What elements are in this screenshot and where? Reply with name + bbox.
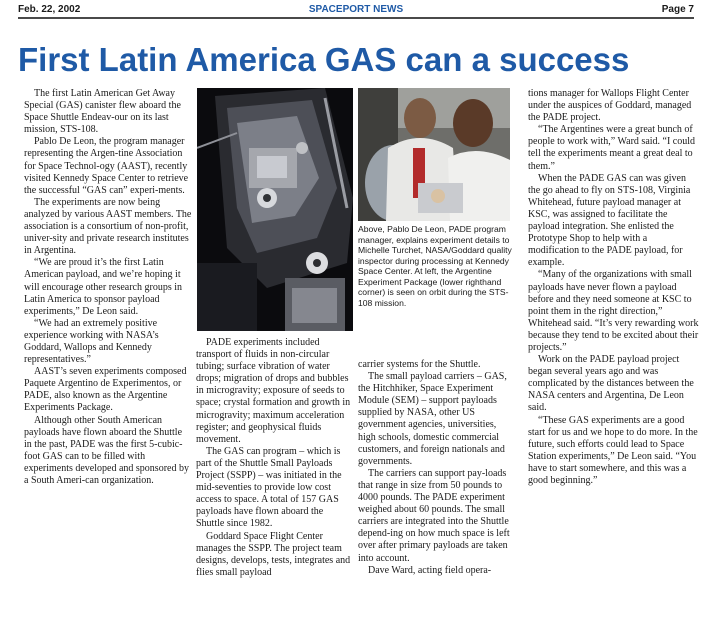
paragraph: The small payload carriers – GAS, the Hitchhiker, Space Experiment Module (SEM) – support payloads supplied by NASA, other US government agencies, universities, high schools, domestic commercial customers, and foreign nationals and governments.	[358, 371, 507, 467]
paragraph: Pablo De Leon, the program manager representing the Argen-tine Association for Space Technol-ogy (AAST), recently visited Kennedy Space Center to retrieve the successful “GAS can” experi-ments.	[24, 136, 189, 196]
paragraph: The experiments are now being analyzed by various AAST members. The association is a consortium of non-profit, univer-sity and private research institutes in Argentina.	[24, 196, 192, 257]
paragraph: carrier systems for the Shuttle.	[358, 359, 481, 370]
article-column-2	[196, 337, 352, 579]
article-column-3	[358, 359, 510, 577]
orbit-payload-photo	[197, 88, 353, 331]
paragraph: “The Argentines were a great bunch of people to work with,” Ward said. “I could tell the experiments meant a great deal to them.”	[528, 124, 696, 172]
publication-name: SPACEPORT NEWS	[308, 4, 404, 15]
inspection-photo	[358, 88, 510, 221]
issue-date: Feb. 22, 2002	[18, 4, 81, 15]
paragraph: “We had an extremely positive experience working with NASA’s Goddard, Wallops and Kennedy representatives.”	[24, 317, 159, 366]
page-number: Page 7	[661, 4, 694, 15]
paragraph: The GAS can program – which is part of the Shuttle Small Payloads Project (SSPP) – was initiated in the mid-seventies to provide low cost access to space. A total of 157 GAS payloads have flown aboard the Shuttle since 1982.	[196, 445, 342, 530]
paragraph: AAST’s seven experiments composed Paquete Argentino de Experimentos, or PADE, also known as the Argentine Experiments Package.	[24, 366, 187, 414]
paragraph: tions manager for Wallops Flight Center under the auspices of Goddard, managed the PADE project.	[528, 88, 692, 124]
article-column-1	[24, 88, 192, 487]
paragraph: The carriers can support pay-loads that range in size from 50 pounds to 4000 pounds. The PADE experiment weighed about 60 pounds. The small carriers are integrated into the Shuttle depend-ing on how much space is left over after primary payloads are taken into account.	[358, 467, 510, 564]
paragraph: Work on the PADE payload project began several years ago and was complicated by the distances between the NASA centers and Argentina, De Leon said.	[528, 354, 694, 414]
page-header	[18, 4, 694, 26]
article-headline: First Latin America GAS can a success	[18, 41, 630, 78]
header-rule	[18, 17, 694, 19]
photo-caption: Above, Pablo De Leon, PADE program manager, explains experiment details to Michelle Turchet, NASA/Goddard quality inspector during processing at Kennedy Space Center. At left, the Argentine Experiment Package (lower righthand corner) is seen on orbit during the STS-108 mission.	[358, 224, 512, 308]
paragraph: Dave Ward, acting field opera-	[368, 564, 492, 576]
paragraph: The first Latin American Get Away Special (GAS) canister flew aboard the Space Shuttle Endeav-our on its last mission, STS-108.	[24, 88, 181, 136]
paragraph: Goddard Space Flight Center manages the SSPP. The project team designs, develops, tests, integrates and flies small payload	[196, 530, 351, 578]
paragraph: When the PADE GAS can was given the go ahead to fly on STS-108, Virginia Whitehead, future payload manager at KSC, was assigned to facilitate the payload integration. She enlisted the Prototype Shop to help with a modification to the PADE payload, for example.	[528, 172, 691, 269]
paragraph: Although other South American payloads have flown aboard the Shuttle in the past, PADE was the first 5-cubic-foot GAS can to be filled with experiments developed and sponsored by a South Ameri-can organization.	[24, 414, 189, 486]
paragraph: PADE experiments included transport of fluids in non-circular tubing; surface vibration of water drops; migration of drops and bubbles in microgravity; exposure of seeds to space; crystal formation and growth in microgravity; maximum acceleration register; and geophysical fluids movement.	[196, 337, 351, 445]
article-column-4	[528, 88, 699, 487]
paragraph: “We are proud it’s the first Latin American payload, and we’re hoping it will encourage other research groups in Latin America to sponsor payload experiments,” De Leon said.	[24, 257, 182, 317]
paragraph: “These GAS experiments are a good start for us and we hope to do more. In the future, such efforts could lead to Space Station experiments,” De Leon said. “You have to start somewhere, and this was a good beginning.”	[528, 414, 698, 486]
paragraph: “Many of the organizations with small payloads have never flown a payload before and they need someone at KSC to point them in the right direction,” Whitehead said. “It’s very rewarding work because they tend to be excited about their projects.”	[528, 269, 699, 353]
